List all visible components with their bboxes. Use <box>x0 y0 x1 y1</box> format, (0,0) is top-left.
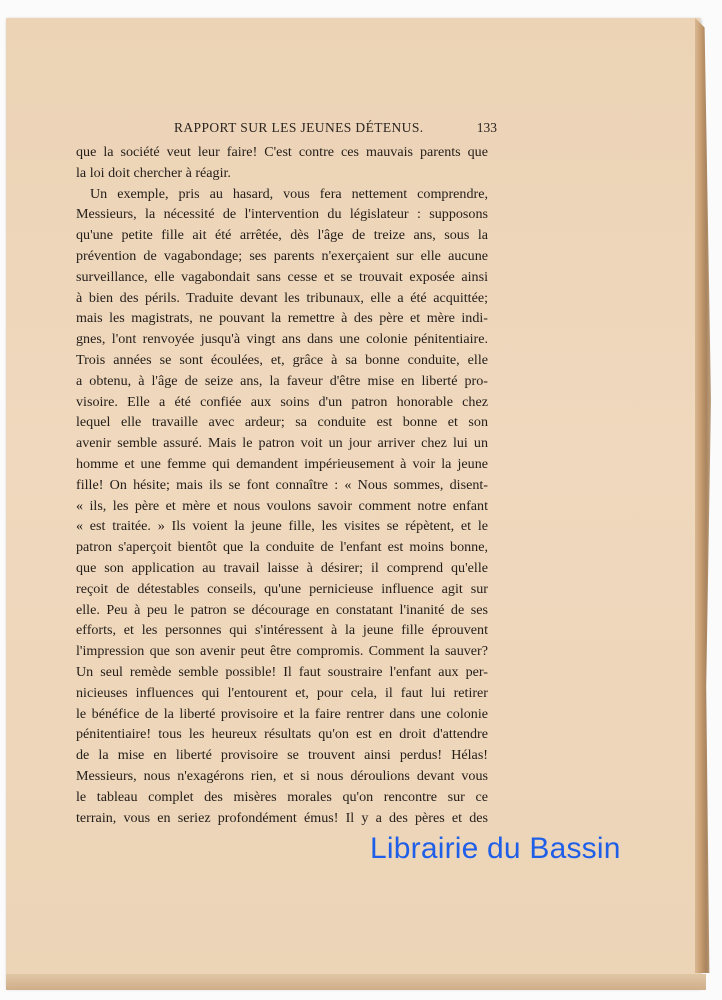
text-line: Un exemple, pris au hasard, vous fera nettement comprendre, <box>90 185 488 202</box>
text-line: patron s'aperçoit bientôt que la conduite de l'enfant est moins bonne, <box>76 539 488 556</box>
text-line: Un seul remède semble possible! Il faut soustraire l'enfant aux per- <box>76 663 488 680</box>
text-line: qu'une petite fille ait été arrêtée, dès l'âge de treize ans, sous la <box>76 227 488 244</box>
page-number: 133 <box>476 120 497 135</box>
running-head <box>70 120 497 138</box>
text-line: que la société veut leur faire! C'est contre ces mauvais parents que <box>76 144 488 160</box>
text-line: homme et une femme qui demandent impérieusement à voir la jeune <box>76 455 488 472</box>
running-title: RAPPORT SUR LES JEUNES DÉTENUS. <box>174 120 424 135</box>
text-line: « est traitée. » Ils voient la jeune fille, les visites se répètent, et le <box>76 518 488 535</box>
text-line: que son application au travail laisse à désirer; il comprend qu'elle <box>76 559 488 576</box>
text-line: prévention de vagabondage; ses parents n'exerçaient sur elle aucune <box>76 247 488 264</box>
text-line: gnes, l'ont renvoyée jusqu'à vingt ans dans une colonie pénitentiaire. <box>76 331 488 348</box>
watermark-text: Librairie du Bassin <box>370 832 621 865</box>
text-line: avenir semble assuré. Mais le patron voit un jour arriver chez lui un <box>76 435 488 452</box>
text-line: surveillance, elle vagabondait sans cesse et se trouvait exposée ainsi <box>76 268 488 285</box>
text-line: à bien des périls. Traduite devant les tribunaux, elle a été acquittée; <box>76 289 488 306</box>
text-line: nicieuses influences qui l'entourent et, pour cela, il faut lui retirer <box>76 684 488 701</box>
text-line: Messieurs, nous n'exagérons rien, et si nous déroulions devant vous <box>76 767 488 784</box>
text-line: visoire. Elle a été confiée aux soins d'un patron honorable chez <box>76 393 488 410</box>
text-line: Messieurs, la nécessité de l'intervention du législateur : supposons <box>76 206 488 223</box>
text-line: lequel elle travaille avec ardeur; sa conduite est bonne et son <box>76 414 488 431</box>
text-line: Trois années se sont écoulées, et, grâce à sa bonne conduite, elle <box>76 351 488 368</box>
text-line: l'impression que son avenir peut être compromis. Comment la sauver? <box>76 643 488 660</box>
text-line: mais les magistrats, ne pouvant la remettre à des père et mère indi- <box>76 310 488 327</box>
text-line: « ils, les père et mère et nous voulons savoir comment notre enfant <box>76 497 488 514</box>
text-line: pénitentiaire! tous les heureux résultats qu'on est en droit d'attendre <box>76 726 488 743</box>
text-line: fille! On hésite; mais ils se font connaître : « Nous sommes, disent- <box>76 476 488 493</box>
body-text <box>76 142 488 828</box>
page-edge-right <box>695 18 711 973</box>
text-line: efforts, et les personnes qui s'intéressent à la jeune fille éprouvent <box>76 622 488 639</box>
text-line: de la mise en liberté provisoire se trouvent ainsi perdus! Hélas! <box>76 747 488 764</box>
text-line: le tableau complet des misères morales qu'on rencontre sur ce <box>76 788 488 805</box>
text-line: la loi doit chercher à réagir. <box>76 164 231 181</box>
text-line: a obtenu, à l'âge de seize ans, la faveur d'être mise en liberté pro- <box>76 372 488 389</box>
page-edge-bottom <box>6 974 706 990</box>
text-line: reçoit de détestables conseils, qu'une pernicieuse influence agit sur <box>76 580 488 597</box>
text-line: terrain, vous en seriez profondément émus! Il y a des pères et des <box>76 809 488 826</box>
text-line: elle. Peu à peu le patron se décourage en constatant l'inanité de ses <box>76 601 488 618</box>
text-line: le bénéfice de la liberté provisoire et la faire rentrer dans une colonie <box>76 705 488 722</box>
